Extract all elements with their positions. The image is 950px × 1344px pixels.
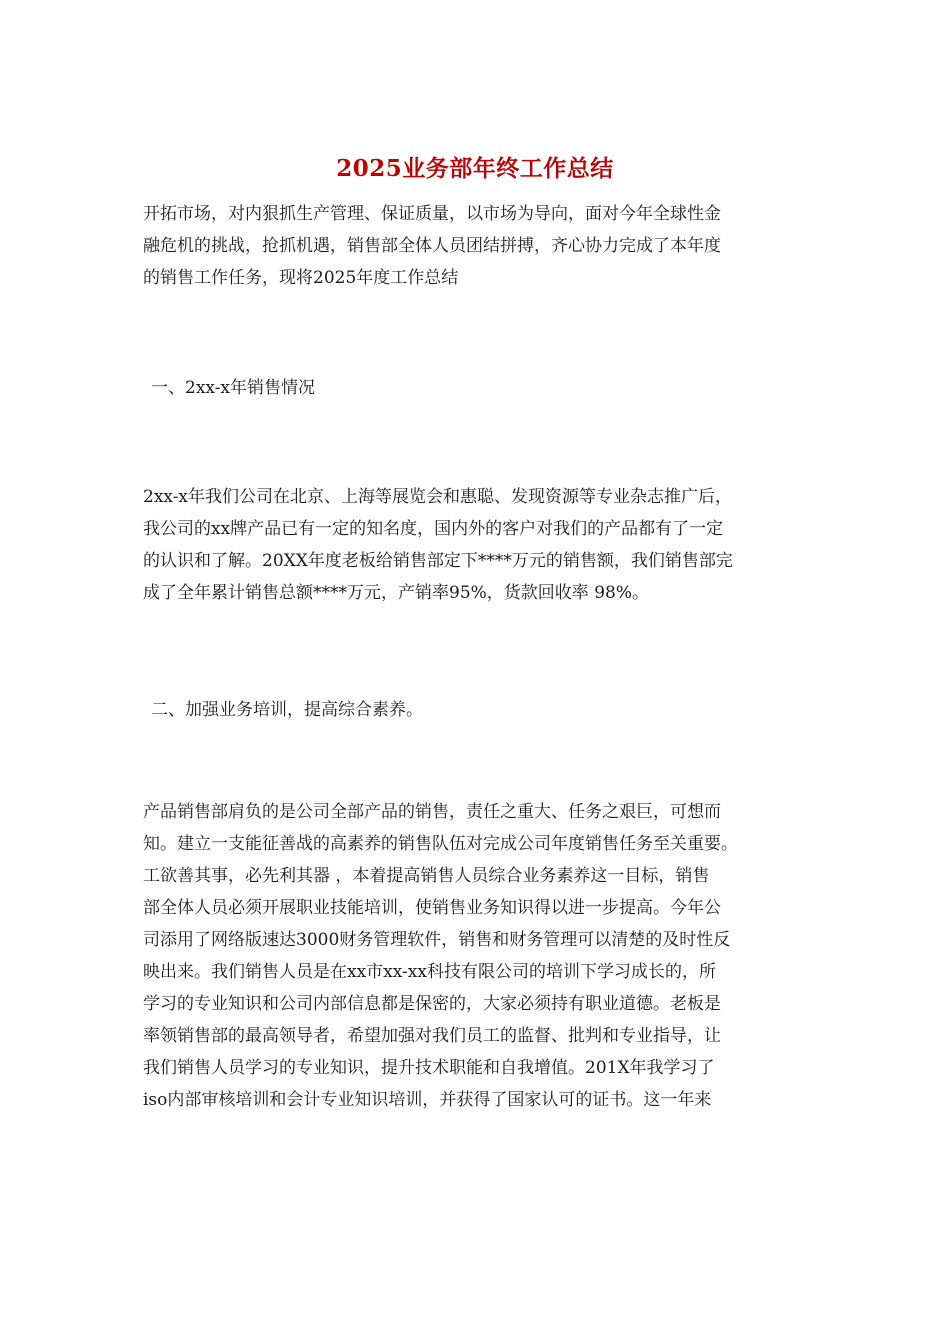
intro-line-2: 融危机的挑战，抢抓机遇，销售部全体人员团结拼搏，齐心协力完成了本年度 — [143, 236, 721, 256]
section1-heading: 一、2xx-x年销售情况 — [151, 378, 316, 398]
section2-line-9: 我们销售人员学习的专业知识，提升技术职能和自我增值。201X年我学习了 — [143, 1058, 715, 1078]
section2-line-10: iso内部审核培训和会计专业知识培训，并获得了国家认可的证书。这一年来 — [143, 1090, 712, 1110]
section2-line-5: 司添用了网络版速达3000财务管理软件，销售和财务管理可以清楚的及时性反 — [143, 930, 731, 950]
section2-line-7: 学习的专业知识和公司内部信息都是保密的，大家必须持有职业道德。老板是 — [143, 994, 721, 1014]
section2-line-6: 映出来。我们销售人员是在xx市xx-xx科技有限公司的培训下学习成长的，所 — [143, 962, 716, 982]
section2-heading: 二、加强业务培训，提高综合素养。 — [151, 700, 423, 720]
section1-line-2: 我公司的xx牌产品已有一定的知名度，国内外的客户对我们的产品都有了一定 — [143, 519, 724, 539]
section1-line-4: 成了全年累计销售总额****万元，产销率95%，货款回收率 98%。 — [143, 583, 649, 603]
section1-line-3: 的认识和了解。20XX年度老板给销售部定下****万元的销售额，我们销售部完 — [143, 551, 733, 571]
intro-paragraph — [143, 198, 811, 294]
section2-line-8: 率领销售部的最高领导者，希望加强对我们员工的监督、批判和专业指导，让 — [143, 1026, 721, 1046]
intro-line-3: 的销售工作任务，现将2025年度工作总结 — [143, 268, 459, 288]
section2-line-4: 部全体人员必须开展职业技能培训，使销售业务知识得以进一步提高。今年公 — [143, 898, 721, 918]
section2-paragraph — [143, 796, 811, 1116]
document-title: 2025业务部年终工作总结 — [336, 155, 614, 182]
section2-line-2: 知。建立一支能征善战的高素养的销售队伍对完成公司年度销售任务至关重要。 — [143, 834, 738, 854]
section1-paragraph — [143, 481, 811, 609]
section1-line-1: 2xx-x年我们公司在北京、上海等展览会和惠聪、发现资源等专业杂志推广后， — [143, 487, 733, 507]
intro-line-1: 开拓市场，对内狠抓生产管理、保证质量，以市场为导向，面对今年全球性金 — [143, 204, 721, 224]
section2-line-1: 产品销售部肩负的是公司全部产品的销售，责任之重大、任务之艰巨，可想而 — [143, 802, 721, 822]
section2-line-3: 工欲善其事，必先利其器 ，本着提高销售人员综合业务素养这一目标，销售 — [143, 866, 710, 886]
